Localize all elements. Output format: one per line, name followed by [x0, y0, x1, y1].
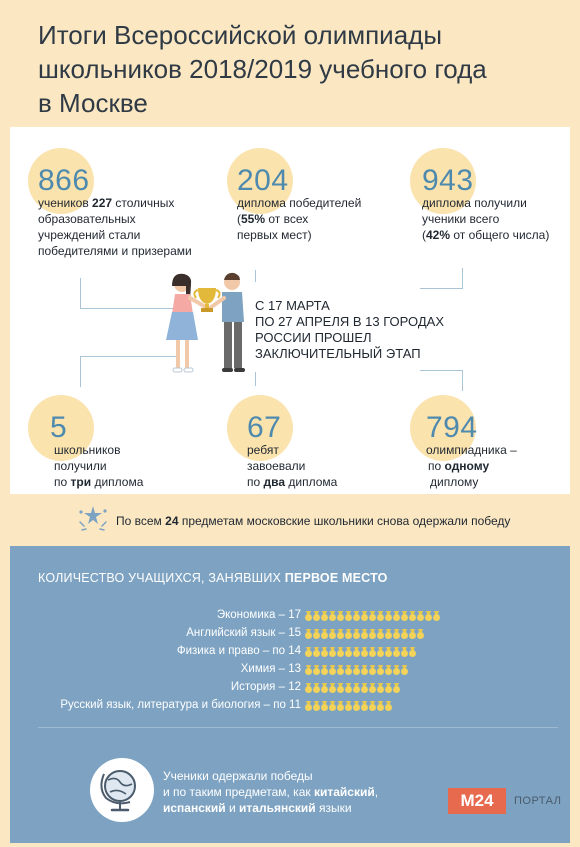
medal-icon: [305, 611, 312, 622]
medal-icon: [393, 683, 400, 694]
medal-icon: [385, 647, 392, 658]
subject-label: Физика и право – по 14: [176, 645, 301, 657]
medal-icon: [361, 701, 368, 712]
medal-icon: [353, 701, 360, 712]
medal-icon: [377, 665, 384, 676]
medal-row: [305, 665, 408, 677]
stat-description: [237, 195, 407, 243]
medal-icon: [393, 665, 400, 676]
medal-icon: [337, 647, 344, 658]
stat-line: по одному: [428, 459, 490, 473]
connector-line: [255, 372, 257, 386]
medal-icon: [385, 701, 392, 712]
stat-description: [38, 195, 228, 259]
stat-description: [426, 442, 576, 490]
subject-label: Экономика – 17: [216, 609, 301, 621]
final-stage-line: РОССИИ ПРОШЕЛ: [255, 330, 372, 345]
medal-icon: [321, 701, 328, 712]
globe-badge: [90, 758, 154, 822]
final-stage-line: ЗАКЛЮЧИТЕЛЬНЫЙ ЭТАП: [255, 346, 421, 361]
bold-fragment: три: [70, 475, 92, 489]
other-subjects-text: [163, 768, 378, 816]
medal-icon: [337, 701, 344, 712]
medal-icon: [369, 611, 376, 622]
connector-line: [255, 270, 257, 282]
medal-row: [305, 683, 400, 695]
stat-line: первых мест): [237, 228, 312, 242]
medal-icon: [321, 665, 328, 676]
medal-icon: [401, 647, 408, 658]
medal-icon: [377, 611, 384, 622]
medal-icon: [305, 683, 312, 694]
medal-icon: [385, 629, 392, 640]
connector-line: [420, 268, 463, 289]
medal-icon: [305, 665, 312, 676]
medal-icon: [353, 611, 360, 622]
boy-hair: [224, 273, 240, 280]
medal-icon: [313, 683, 320, 694]
girl-leg: [176, 340, 180, 368]
boy-leg: [234, 322, 242, 368]
subject-label: Химия – 13: [240, 663, 301, 675]
stat-line: учеников 227 столичных: [38, 196, 175, 210]
stat-number: 5: [50, 411, 68, 444]
stat-line: учреждений стали: [38, 228, 141, 242]
medal-icon: [345, 611, 352, 622]
stat-line: по три диплома: [54, 475, 144, 489]
medal-icon: [329, 611, 336, 622]
bold-fragment: два: [263, 475, 286, 489]
other-subjects-line: Ученики одержали победы: [163, 769, 313, 783]
bold-fragment: 227: [92, 196, 113, 210]
medal-icon: [377, 701, 384, 712]
medal-icon: [369, 701, 376, 712]
m24-logo: М24: [448, 788, 506, 814]
medal-icon: [345, 665, 352, 676]
medal-icon: [329, 665, 336, 676]
medal-icon: [433, 611, 440, 622]
medal-icon: [321, 611, 328, 622]
medal-icon: [377, 647, 384, 658]
medal-icon: [369, 683, 376, 694]
medal-icon: [305, 701, 312, 712]
stat-line: (42% от общего числа): [422, 228, 550, 242]
bold-fragment: 55%: [241, 212, 266, 226]
medal-icon: [417, 611, 424, 622]
stat-line: завоевали: [247, 459, 306, 473]
medal-icon: [337, 629, 344, 640]
stat-line: образовательных: [38, 212, 136, 226]
medal-icon: [385, 683, 392, 694]
medal-icon: [369, 647, 376, 658]
medal-icon: [401, 629, 408, 640]
final-stage-text: [255, 298, 444, 362]
medal-icon: [409, 629, 416, 640]
medal-icon: [361, 629, 368, 640]
medal-icon: [401, 611, 408, 622]
fireworks-icon: [76, 504, 110, 534]
boy-shoe: [222, 368, 233, 372]
medal-icon: [385, 665, 392, 676]
medal-row: [305, 611, 440, 623]
medal-icon: [329, 629, 336, 640]
stat-number: 866: [38, 164, 90, 197]
medal-icon: [321, 647, 328, 658]
final-stage-line: С 17 МАРТА: [255, 298, 330, 313]
medal-icon: [409, 611, 416, 622]
medal-icon: [345, 629, 352, 640]
subject-label: Русский язык, литература и биология – по 11: [60, 699, 301, 711]
students-trophy-illustration: [160, 270, 250, 378]
medal-icon: [361, 683, 368, 694]
medal-icon: [369, 665, 376, 676]
medal-icon: [321, 683, 328, 694]
trophy-base: [201, 308, 213, 312]
stat-number: 204: [237, 164, 289, 197]
medal-icon: [353, 629, 360, 640]
divider: [38, 727, 558, 728]
medal-icon: [361, 665, 368, 676]
medal-icon: [361, 611, 368, 622]
stat-line: по два диплома: [247, 475, 338, 489]
medal-icon: [313, 665, 320, 676]
medal-icon: [345, 683, 352, 694]
stat-description: [54, 442, 204, 490]
subjects-summary-post: предметам московские школьники снова одержали победу: [178, 514, 511, 528]
medal-icon: [337, 611, 344, 622]
girl-shoe: [184, 368, 193, 372]
medal-icon: [329, 683, 336, 694]
subjects-summary-pre: По всем: [116, 514, 166, 528]
stat-line: диплома получили: [422, 196, 527, 210]
medal-icon: [425, 611, 432, 622]
stat-number: 67: [247, 411, 282, 444]
medal-icon: [409, 647, 416, 658]
medal-icon: [401, 665, 408, 676]
subject-label: Английский язык – 15: [186, 627, 301, 639]
subjects-count: 24: [165, 514, 179, 528]
stat-description: [247, 442, 397, 490]
final-stage-line: ПО 27 АПРЕЛЯ В 13 ГОРОДАХ: [255, 314, 445, 329]
portal-label: ПОРТАЛ: [514, 795, 562, 807]
bold-fragment: испанский: [163, 801, 226, 815]
medal-icon: [361, 647, 368, 658]
medal-icon: [305, 629, 312, 640]
medal-icon: [313, 701, 320, 712]
medal-icon: [353, 647, 360, 658]
stat-line: ученики всего: [422, 212, 500, 226]
stat-number: 794: [426, 411, 478, 444]
medal-icon: [313, 611, 320, 622]
stat-line: (55% от всех: [237, 212, 309, 226]
stat-line: олимпиадника –: [426, 443, 517, 457]
first-place-title: [38, 571, 388, 585]
medal-icon: [329, 647, 336, 658]
medal-icon: [345, 701, 352, 712]
medal-icon: [393, 611, 400, 622]
stat-line: получили: [54, 459, 107, 473]
medal-icon: [337, 683, 344, 694]
bold-fragment: 42%: [426, 228, 451, 242]
medal-icon: [313, 629, 320, 640]
medal-icon: [337, 665, 344, 676]
medal-row: [305, 629, 424, 641]
title-line: школьников 2018/2019 учебного года: [38, 54, 487, 84]
medal-icon: [393, 629, 400, 640]
medal-icon: [353, 665, 360, 676]
trophy-cup: [198, 288, 216, 304]
other-subjects-line: и по таким предметам, как китайский,: [163, 785, 379, 799]
title-line: Итоги Всероссийской олимпиады: [38, 20, 443, 50]
first-place-title-pre: КОЛИЧЕСТВО УЧАЩИХСЯ, ЗАНЯВШИХ: [38, 571, 285, 585]
medal-icon: [377, 683, 384, 694]
title-line: в Москве: [38, 88, 148, 118]
bold-fragment: одному: [444, 459, 490, 473]
medal-icon: [393, 647, 400, 658]
medal-icon: [377, 629, 384, 640]
medal-icon: [417, 629, 424, 640]
stat-number: 943: [422, 164, 474, 197]
medal-icon: [313, 647, 320, 658]
stat-line: ребят: [247, 443, 279, 457]
medal-icon: [345, 647, 352, 658]
medal-icon: [329, 701, 336, 712]
stat-line: диплому: [430, 475, 479, 489]
bold-fragment: китайский: [313, 785, 375, 799]
globe-icon: [90, 758, 154, 822]
girl-leg: [185, 340, 189, 368]
boy-leg: [224, 322, 232, 368]
girl-skirt: [166, 312, 198, 340]
stat-description: [422, 195, 572, 243]
page-title: [38, 18, 558, 120]
medal-icon: [385, 611, 392, 622]
medal-row: [305, 701, 392, 713]
stat-line: школьников: [54, 443, 121, 457]
stat-line: победителями и призерами: [38, 244, 192, 258]
trophy-stem: [205, 304, 209, 308]
medal-icon: [369, 629, 376, 640]
stat-line: диплома победителей: [237, 196, 362, 210]
medal-icon: [305, 647, 312, 658]
boy-shoe: [234, 368, 245, 372]
connector-line: [420, 370, 463, 391]
subject-label: История – 12: [230, 681, 301, 693]
other-subjects-line: испанский и итальянский языки: [163, 801, 352, 815]
first-place-title-bold: ПЕРВОЕ МЕСТО: [284, 571, 388, 585]
girl-shoe: [173, 368, 182, 372]
medal-icon: [321, 629, 328, 640]
medal-row: [305, 647, 416, 659]
medal-icon: [353, 683, 360, 694]
subjects-summary: [116, 514, 510, 528]
bold-fragment: итальянский: [239, 801, 316, 815]
